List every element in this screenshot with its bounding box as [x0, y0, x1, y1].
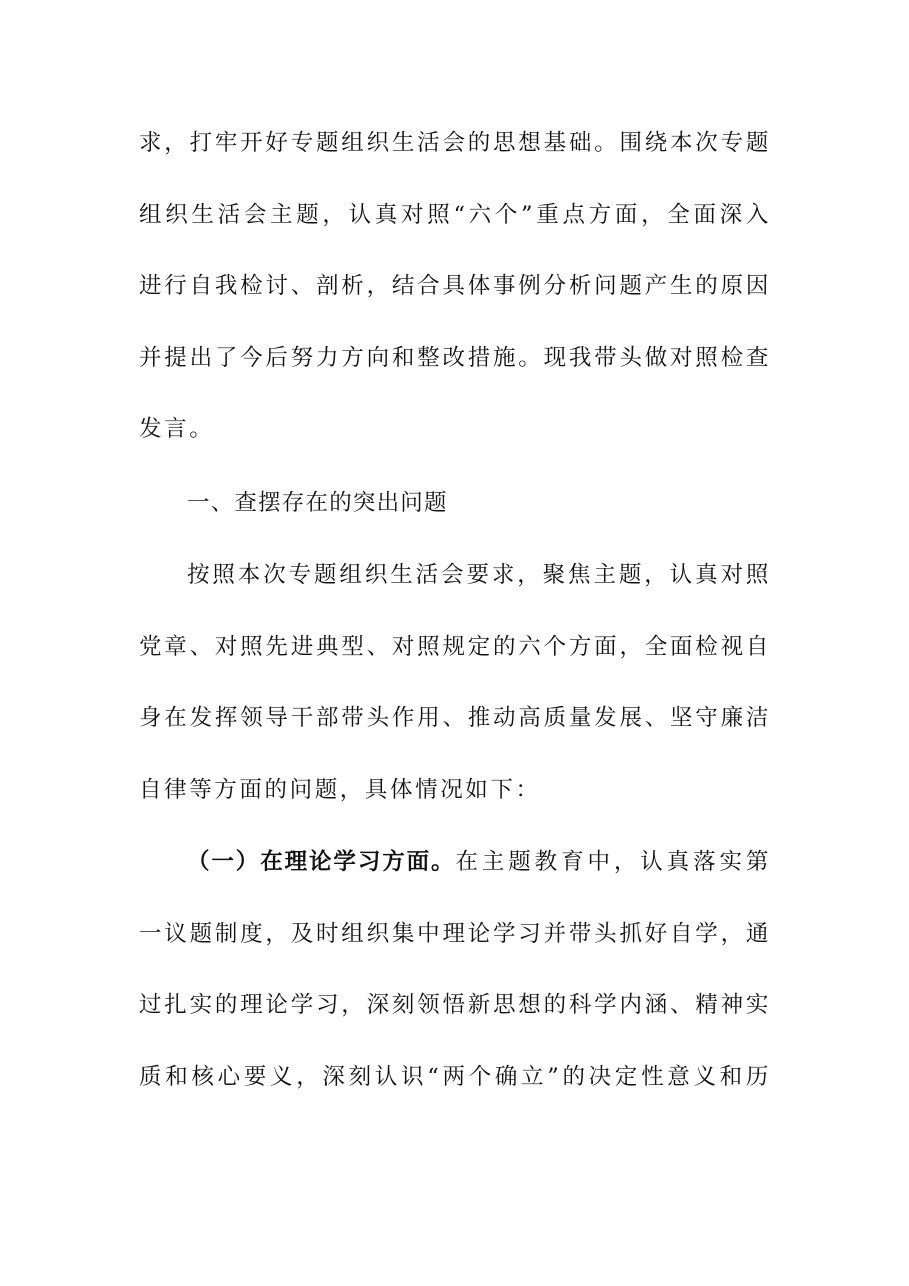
text-line: 党章、对照先进典型、对照规定的六个方面，全面检视自: [139, 633, 771, 660]
text-line: 求，打牢开好专题组织生活会的思想基础。围绕本次专题: [139, 130, 771, 156]
paragraph-theory-study: [139, 827, 771, 1113]
section-heading: 一、查摆存在的突出问题: [187, 490, 448, 516]
text-line: 按照本次专题组织生活会要求，聚焦主题，认真对照: [187, 562, 771, 588]
text-line: [139, 827, 771, 899]
text-line: 一议题制度，及时组织集中理论学习并带头抓好自学，通: [139, 920, 771, 947]
text-line: 过扎实的理论学习，深刻领悟新思想的科学内涵、精神实: [139, 992, 771, 1018]
subsection-lead: （一）在理论学习方面。: [187, 849, 456, 875]
text-run: 在主题教育中，认真落实第: [455, 849, 771, 875]
text-line: 并提出了今后努力方向和整改措施。现我带头做对照检查: [139, 344, 771, 371]
text-line: 身在发挥领导干部带头作用、推动高质量发展、坚守廉洁: [139, 705, 771, 731]
paragraph-opening: [139, 108, 771, 466]
text-line: 发言。: [139, 416, 215, 442]
text-line: 质和核心要义，深刻认识“两个确立”的决定性意义和历: [139, 1063, 771, 1090]
text-line: 组织生活会主题，认真对照“六个”重点方面，全面深入: [139, 201, 771, 228]
text-line: 自律等方面的问题，具体情况如下：: [139, 776, 541, 803]
text-line: 进行自我检讨、剖析，结合具体事例分析问题产生的原因: [139, 273, 771, 299]
paragraph-intro: [139, 540, 771, 826]
